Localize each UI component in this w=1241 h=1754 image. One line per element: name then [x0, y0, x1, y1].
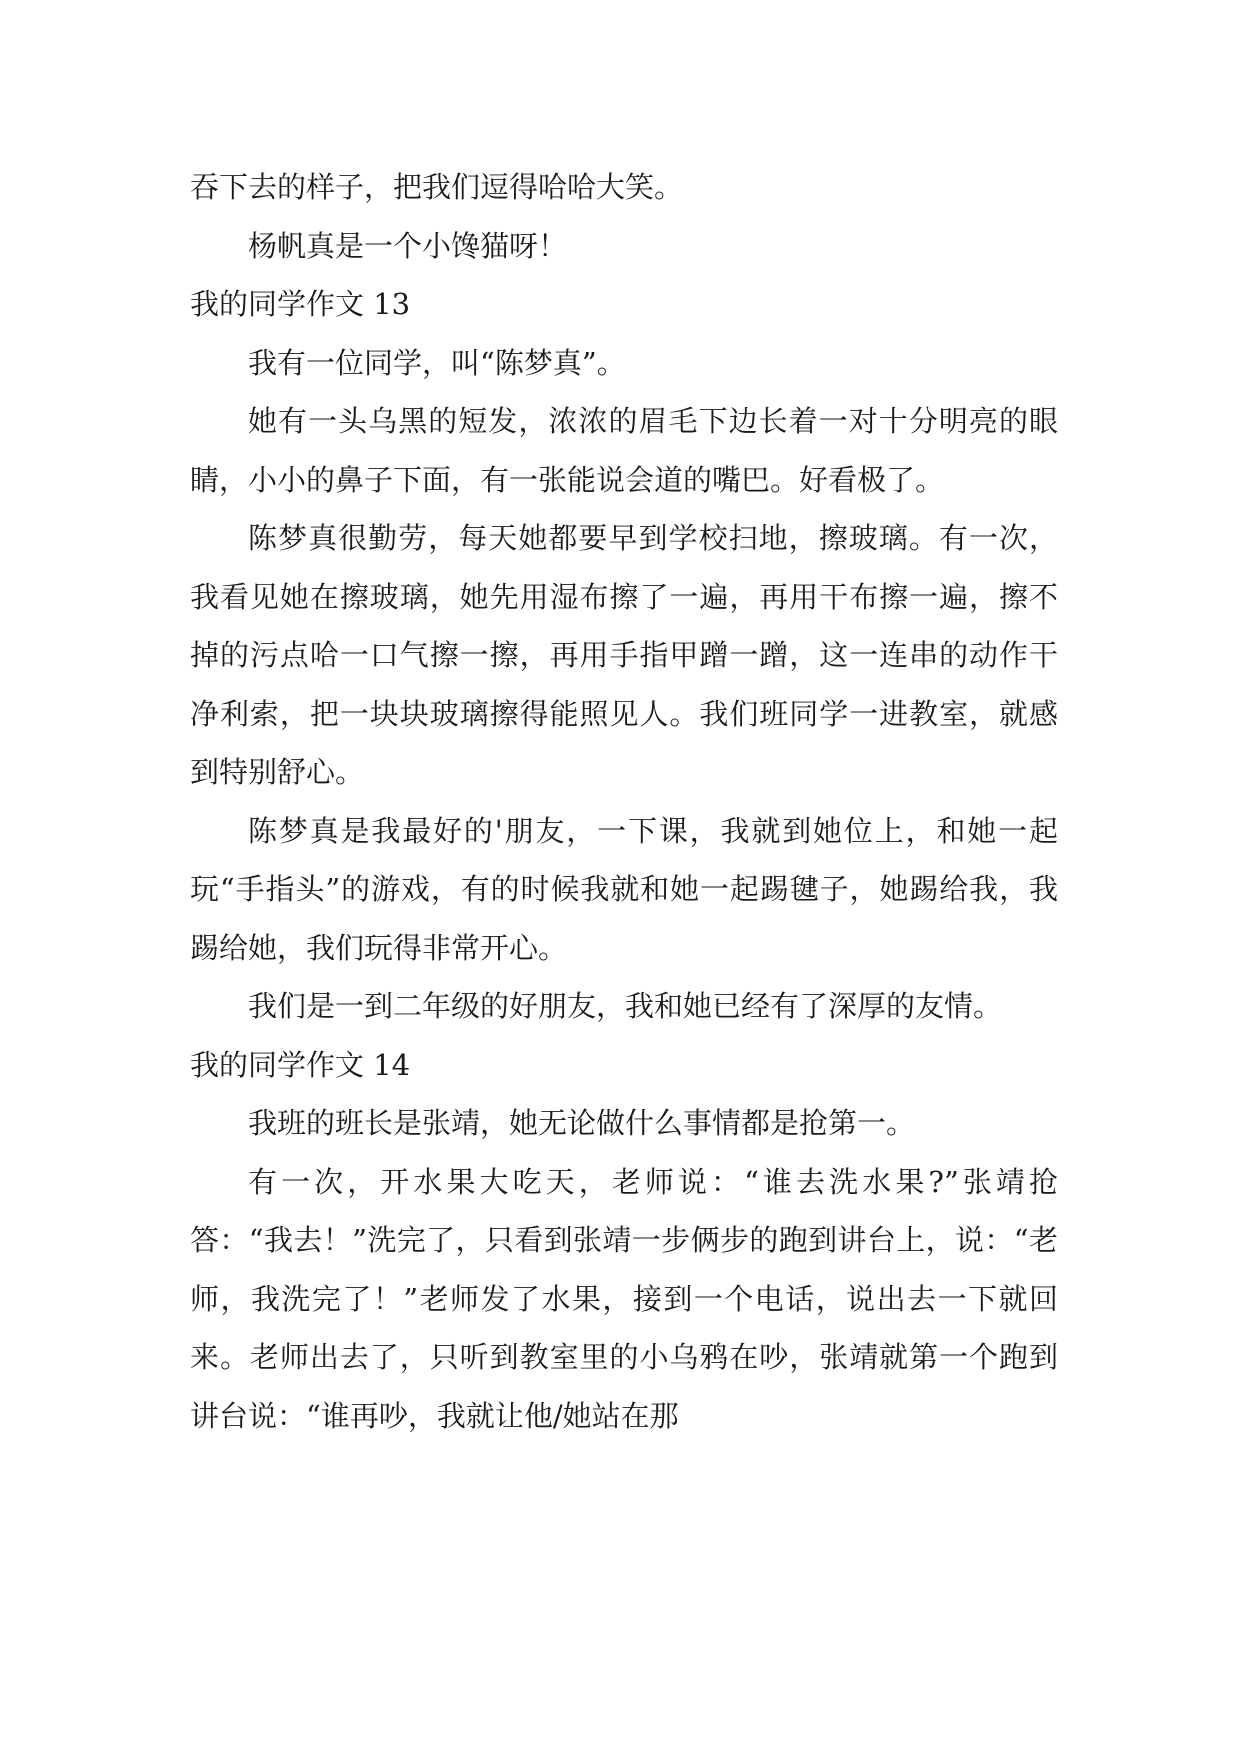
paragraph: 有一次，开水果大吃天，老师说：“谁去洗水果?”张靖抢答：“我去！”洗完了，只看到张靖一步俩步的跑到讲台上，说：“老师，我洗完了！”老师发了水果，接到一个电话，说出去一下就回来。老师出去了，只听到教室里的小乌鸦在吵，张靖就第一个跑到讲台说：“谁再吵，我就让他/她站在那: [190, 1164, 1058, 1433]
essay-heading-13: 我的同学作文 13: [190, 287, 411, 321]
document-page: [190, 158, 1058, 1445]
paragraph: 她有一头乌黑的短发，浓浓的眉毛下边长着一对十分明亮的眼睛，小小的鼻子下面，有一张能说会道的嘴巴。好看极了。: [190, 404, 1058, 497]
paragraph: 我有一位同学，叫“陈梦真”。: [248, 345, 626, 380]
paragraph: 杨帆真是一个小馋猫呀！: [248, 228, 568, 263]
paragraph-continuation: 吞下去的样子，把我们逗得哈哈大笑。: [190, 170, 684, 204]
paragraph: 陈梦真很勤劳，每天她都要早到学校扫地，擦玻璃。有一次，我看见她在擦玻璃，她先用湿布擦了一遍，再用干布擦一遍，擦不掉的污点哈一口气擦一擦，再用手指甲蹭一蹭，这一连串的动作干净利索，把一块块玻璃擦得能照见人。我们班同学一进教室，就感到特别舒心。: [190, 521, 1058, 789]
paragraph: 我班的班长是张靖，她无论做什么事情都是抢第一。: [248, 1106, 916, 1140]
essay-heading-14: 我的同学作文 14: [190, 1047, 411, 1082]
paragraph: 我们是一到二年级的好朋友，我和她已经有了深厚的友情。: [248, 989, 1003, 1023]
paragraph: 陈梦真是我最好的'朋友，一下课，我就到她位上，和她一起玩“手指头”的游戏，有的时候我就和她一起踢毽子，她踢给我，我踢给她，我们玩得非常开心。: [190, 813, 1058, 965]
